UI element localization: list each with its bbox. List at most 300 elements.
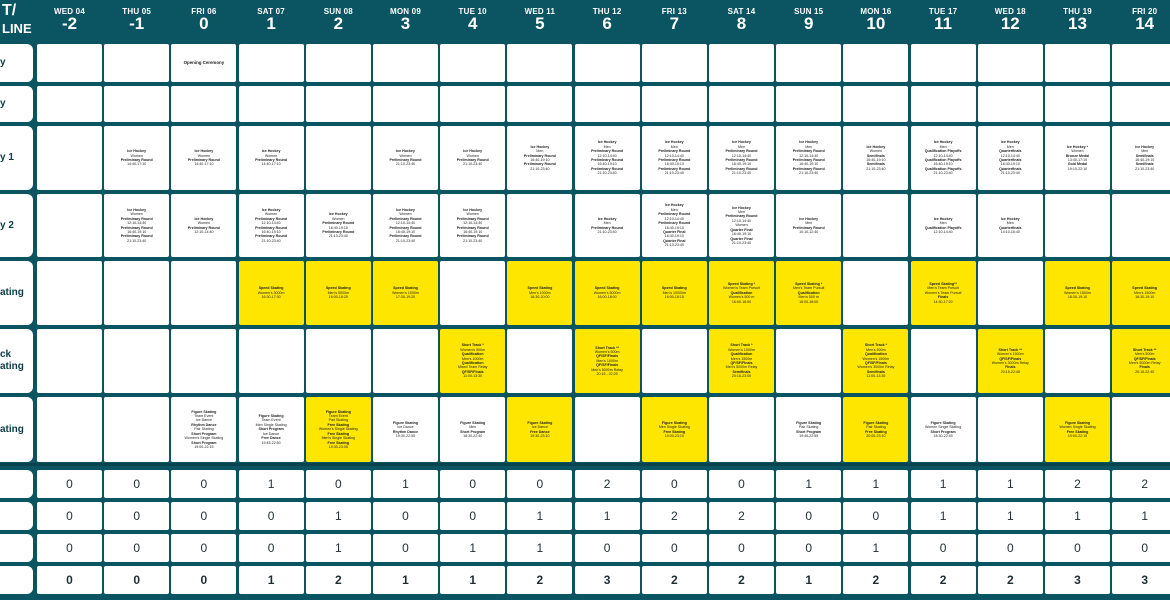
schedule-cell[interactable]: [373, 126, 438, 190]
event-text: Men: [536, 149, 544, 154]
medal-total: 2: [978, 566, 1043, 594]
schedule-cell[interactable]: [709, 329, 774, 393]
event-text: Preliminary Round: [725, 158, 758, 162]
event-text: Ice Hockey: [799, 216, 819, 221]
day-header[interactable]: [306, 0, 371, 42]
schedule-cell[interactable]: [507, 44, 572, 82]
schedule-cell[interactable]: [440, 126, 505, 190]
day-count: 8: [736, 14, 747, 33]
day-count: 0: [199, 14, 209, 33]
schedule-cell[interactable]: [37, 86, 102, 122]
event-text: 21:10-23:40: [664, 171, 684, 176]
schedule-cell[interactable]: [440, 44, 505, 82]
medal-count: 0: [373, 502, 438, 530]
schedule-cell[interactable]: [1045, 261, 1110, 325]
schedule-cell[interactable]: [239, 397, 304, 462]
event-text: Men's 5000m Relay: [591, 367, 623, 372]
event-text: 16:40-19:10: [395, 229, 416, 234]
schedule-cell[interactable]: [37, 329, 102, 393]
schedule-cell[interactable]: [776, 194, 841, 257]
event-text: Quarterfinals: [999, 166, 1022, 171]
event-text: Ice Hockey: [732, 205, 751, 210]
schedule-cell[interactable]: [104, 261, 169, 325]
schedule-cell[interactable]: [373, 44, 438, 82]
medal-count: 0: [776, 502, 841, 530]
day-header[interactable]: [776, 0, 841, 42]
schedule-cell[interactable]: [709, 44, 774, 82]
event-text: Short Program: [191, 431, 217, 436]
schedule-cell[interactable]: [978, 44, 1043, 82]
event-text: Preliminary Round: [187, 158, 220, 162]
event-text: Quarter Final: [663, 238, 686, 243]
event-text: Women: [1071, 149, 1084, 154]
event-text: Qualification: [797, 290, 820, 295]
medal-count: 2: [642, 502, 707, 530]
day-count: 4: [467, 14, 478, 33]
event-text: Ice Hockey: [732, 140, 751, 145]
event-text: Ice Hockey: [933, 140, 953, 145]
schedule-cell[interactable]: [575, 329, 640, 393]
schedule-cell[interactable]: [239, 329, 304, 393]
event-text: Women: [399, 212, 412, 217]
schedule-cell[interactable]: [978, 86, 1043, 122]
medal-count: 0: [373, 534, 438, 562]
event-text: Preliminary Round: [725, 149, 758, 154]
event-text: 16:40-19:10: [1000, 162, 1020, 167]
event-text: Pair Skating: [798, 425, 819, 430]
schedule-cell[interactable]: [978, 329, 1043, 393]
event-text: Free Skating: [327, 431, 350, 436]
event-text: 18:30-22:40: [463, 433, 483, 438]
medal-count: 1: [440, 534, 505, 562]
event-text: Ice Hockey: [664, 140, 684, 145]
schedule-cell[interactable]: [507, 86, 572, 122]
day-header[interactable]: [575, 0, 640, 42]
schedule-cell[interactable]: [642, 329, 707, 393]
medal-total: 1: [239, 566, 304, 594]
event-text: Women: [197, 153, 211, 158]
event-text: Qualification: [461, 352, 484, 357]
event-text: Men: [805, 144, 813, 149]
event-text: Short Track **: [1132, 347, 1157, 352]
event-text: Free Skating: [663, 429, 686, 434]
event-text: Preliminary Round: [120, 158, 153, 162]
day-header[interactable]: [373, 0, 438, 42]
medal-total: 1: [776, 566, 841, 594]
schedule-cell[interactable]: [911, 44, 976, 82]
schedule-cell[interactable]: [1112, 44, 1170, 82]
schedule-cell[interactable]: [373, 397, 438, 462]
schedule-cell[interactable]: [306, 86, 371, 122]
event-text: Figure Skating: [258, 414, 284, 419]
schedule-cell[interactable]: [171, 44, 236, 82]
event-text: 19:30-23:05: [328, 444, 348, 449]
schedule-cell[interactable]: [239, 261, 304, 325]
day-header[interactable]: [1045, 0, 1110, 42]
schedule-cell[interactable]: [776, 126, 841, 190]
event-text: Men's Team Pursuit: [927, 286, 959, 291]
event-text: 10:10-12:40: [799, 229, 819, 234]
medal-total: 2: [911, 566, 976, 594]
medal-count: 1: [978, 470, 1043, 498]
event-text: 20:15-22:45: [1000, 369, 1020, 374]
row-label-text: ating: [0, 423, 24, 435]
row-label: [0, 397, 33, 462]
schedule-cell[interactable]: [843, 86, 908, 122]
event-text: 20:15 - 22:25: [596, 372, 618, 377]
event-text: Preliminary Round: [725, 214, 758, 219]
event-text: Rhythm Dance: [191, 422, 217, 427]
schedule-cell[interactable]: [978, 261, 1043, 325]
schedule-cell[interactable]: [642, 44, 707, 82]
row-label: [0, 329, 33, 393]
event-text: Preliminary Round: [658, 149, 691, 154]
schedule-cell[interactable]: [507, 194, 572, 257]
day-header[interactable]: [507, 0, 572, 42]
schedule-cell[interactable]: [373, 261, 438, 325]
event-text: Qualification Playoffs: [924, 149, 962, 154]
event-text: Preliminary Round: [389, 225, 422, 230]
event-text: 12:10-14:40: [933, 229, 953, 234]
event-text: Preliminary Round: [255, 225, 288, 230]
medal-total: 0: [37, 566, 102, 594]
schedule-cell[interactable]: [911, 329, 976, 393]
schedule-cell[interactable]: [642, 261, 707, 325]
schedule-cell[interactable]: [709, 397, 774, 462]
day-name: MON 16: [860, 7, 892, 16]
schedule-cell[interactable]: [575, 194, 640, 257]
schedule-cell[interactable]: [306, 261, 371, 325]
event-text: 21:10-23:40: [463, 162, 483, 167]
day-name: TUE 17: [928, 7, 958, 16]
medal-count: 0: [104, 534, 169, 562]
row-label-header-line2: LINE: [2, 21, 32, 36]
day-header[interactable]: [978, 0, 1043, 42]
schedule-cell[interactable]: [306, 44, 371, 82]
event-text: Ice Hockey: [664, 203, 684, 208]
event-text: Ice Dance: [397, 425, 414, 430]
schedule-cell[interactable]: [1112, 397, 1170, 462]
event-text: Women's 1000m: [728, 347, 755, 352]
event-text: 21:10-23:40: [463, 238, 483, 243]
event-text: Women Single Skating: [1059, 425, 1096, 430]
event-text: Quarterfinals: [999, 158, 1022, 162]
event-text: Ice Hockey: [866, 144, 886, 149]
event-text: Women's 1500m: [996, 352, 1024, 357]
schedule-cell[interactable]: [37, 126, 102, 190]
row-label: [0, 126, 33, 190]
schedule-cell[interactable]: [575, 261, 640, 325]
event-text: Men's 1000m: [596, 358, 618, 363]
event-text: Speed Skating: [258, 286, 284, 291]
event-text: 16:40-19:10: [127, 229, 147, 234]
schedule-cell[interactable]: [37, 44, 102, 82]
event-text: 16:40-19:10: [664, 234, 684, 239]
event-text: Rhythm Dance: [392, 429, 419, 434]
medal-total: 2: [709, 566, 774, 594]
day-header[interactable]: [239, 0, 304, 42]
event-text: 21:10-23:40: [530, 166, 550, 171]
event-text: Speed Skating: [325, 286, 351, 291]
medal-total: 1: [440, 566, 505, 594]
schedule-cell[interactable]: [642, 86, 707, 122]
event-text: Short Program: [796, 429, 822, 434]
schedule-cell[interactable]: [709, 86, 774, 122]
schedule-cell[interactable]: [37, 261, 102, 325]
schedule-cell[interactable]: [1045, 397, 1110, 462]
day-header[interactable]: [37, 0, 102, 42]
medal-count: 2: [1045, 470, 1110, 498]
event-text: Ice Hockey: [396, 207, 415, 212]
event-text: Quarterfinals: [999, 225, 1022, 230]
event-text: Men's 5000m Relay: [725, 365, 758, 370]
row-label-text: ck: [0, 349, 12, 360]
medal-count: 1: [306, 502, 371, 530]
event-text: Preliminary Round: [322, 221, 355, 226]
schedule-cell[interactable]: [1045, 44, 1110, 82]
day-header[interactable]: [440, 0, 505, 42]
event-text: 21:10-23:40: [731, 240, 752, 245]
day-name: THU 05: [122, 7, 152, 16]
schedule-cell[interactable]: [507, 397, 572, 462]
day-header[interactable]: [104, 0, 169, 42]
schedule-cell[interactable]: [239, 44, 304, 82]
schedule-cell[interactable]: [507, 126, 572, 190]
schedule-cell[interactable]: [440, 194, 505, 257]
schedule-cell[interactable]: [575, 126, 640, 190]
schedule-cell[interactable]: [171, 86, 236, 122]
schedule-cell[interactable]: [911, 261, 976, 325]
event-text: Preliminary Round: [120, 225, 153, 230]
schedule-cell[interactable]: [440, 329, 505, 393]
day-header[interactable]: [709, 0, 774, 42]
event-text: 16:00-18:00: [799, 299, 819, 304]
day-count: 11: [934, 14, 953, 33]
event-text: 19:00-22:15: [194, 444, 214, 449]
schedule-cell[interactable]: [171, 329, 236, 393]
day-header[interactable]: [1112, 0, 1170, 42]
schedule-cell[interactable]: [843, 126, 908, 190]
schedule-cell[interactable]: [642, 194, 707, 257]
schedule-cell[interactable]: [642, 126, 707, 190]
event-text: Women's Single Skating: [318, 427, 358, 432]
schedule-cell[interactable]: [911, 126, 976, 190]
day-header[interactable]: [843, 0, 908, 42]
schedule-cell[interactable]: [1112, 194, 1170, 257]
schedule-cell[interactable]: [104, 329, 169, 393]
schedule-cell[interactable]: [239, 86, 304, 122]
event-text: Figure Skating: [191, 409, 217, 414]
event-text: Short Program: [191, 440, 217, 445]
schedule-cell[interactable]: [1112, 86, 1170, 122]
schedule-cell[interactable]: [171, 126, 236, 190]
schedule-cell[interactable]: [843, 44, 908, 82]
schedule-cell[interactable]: [575, 86, 640, 122]
medal-count: 1: [1112, 502, 1170, 530]
schedule-cell[interactable]: [306, 194, 371, 257]
event-text: Women: [130, 153, 143, 158]
row-label: [0, 44, 33, 82]
schedule-cell[interactable]: [171, 194, 236, 257]
schedule-cell[interactable]: [911, 86, 976, 122]
schedule-cell[interactable]: [373, 86, 438, 122]
medal-count: 0: [104, 470, 169, 498]
schedule-cell[interactable]: [440, 261, 505, 325]
schedule-cell[interactable]: [306, 397, 371, 462]
schedule-cell[interactable]: [1045, 329, 1110, 393]
event-text: 19:30-22:55: [395, 433, 416, 438]
schedule-cell[interactable]: [306, 126, 371, 190]
schedule-cell[interactable]: [575, 397, 640, 462]
medal-count: 0: [171, 470, 236, 498]
schedule-cell[interactable]: [104, 44, 169, 82]
schedule-cell[interactable]: [709, 194, 774, 257]
event-text: Short Program: [258, 427, 284, 432]
schedule-cell[interactable]: [1045, 194, 1110, 257]
schedule-cell[interactable]: [1112, 126, 1170, 190]
day-header[interactable]: [911, 0, 976, 42]
schedule-cell[interactable]: [37, 194, 102, 257]
schedule-cell[interactable]: [373, 194, 438, 257]
day-name: FRI 20: [1132, 7, 1158, 16]
event-text: Ice Hockey: [328, 212, 348, 217]
event-text: 16:40-19:10: [664, 162, 684, 167]
event-text: Pair Skating: [328, 418, 348, 423]
schedule-cell[interactable]: [978, 397, 1043, 462]
schedule-cell[interactable]: [440, 86, 505, 122]
schedule-cell[interactable]: [239, 194, 304, 257]
day-name: SAT 14: [727, 7, 756, 16]
schedule-cell[interactable]: [978, 126, 1043, 190]
schedule-cell[interactable]: [776, 86, 841, 122]
event-text: Ice Hockey: [127, 207, 147, 212]
event-text: Team Event: [194, 414, 214, 419]
event-text: 16:00-18:00: [597, 295, 617, 300]
medal-count: 1: [843, 470, 908, 498]
schedule-cell[interactable]: [1045, 126, 1110, 190]
row-label-text: ating: [0, 287, 24, 298]
day-count: 13: [1068, 14, 1087, 33]
schedule-cell[interactable]: [1045, 86, 1110, 122]
section-divider: [0, 463, 1170, 466]
schedule-cell[interactable]: [776, 44, 841, 82]
medal-count: 0: [709, 534, 774, 562]
event-text: 21:10-23:40: [127, 238, 147, 243]
schedule-cell[interactable]: [709, 261, 774, 325]
schedule-cell[interactable]: [575, 44, 640, 82]
schedule-cell[interactable]: [171, 261, 236, 325]
schedule-cell[interactable]: [507, 261, 572, 325]
schedule-cell[interactable]: [776, 397, 841, 462]
day-count: 9: [803, 14, 814, 33]
event-text: 14:40-17:10: [261, 162, 281, 167]
schedule-cell[interactable]: [104, 397, 169, 462]
schedule-cell[interactable]: [776, 261, 841, 325]
event-text: Preliminary Round: [591, 166, 624, 171]
schedule-cell[interactable]: [1112, 329, 1170, 393]
event-text: Figure Skating: [930, 420, 956, 425]
event-text: Ice Hockey: [194, 149, 214, 154]
row-label-text: y: [0, 57, 6, 68]
schedule-cell[interactable]: [843, 261, 908, 325]
schedule-cell[interactable]: [239, 126, 304, 190]
event-text: Quarter Final: [730, 227, 753, 232]
event-text: Men's 10000m: [662, 290, 687, 295]
schedule-cell[interactable]: [642, 397, 707, 462]
schedule-cell[interactable]: [440, 397, 505, 462]
schedule-cell[interactable]: [1112, 261, 1170, 325]
medal-count: 1: [507, 534, 572, 562]
event-text: Preliminary Round: [591, 149, 624, 154]
event-text: QF/SF/Finals: [461, 369, 484, 374]
schedule-cell[interactable]: [507, 329, 572, 393]
day-header[interactable]: [642, 0, 707, 42]
schedule-cell[interactable]: [776, 329, 841, 393]
schedule-cell[interactable]: [306, 329, 371, 393]
schedule-cell[interactable]: [911, 397, 976, 462]
day-header[interactable]: [171, 0, 236, 42]
day-name: FRI 06: [191, 7, 217, 16]
event-text: Men's 500m: [1134, 352, 1155, 357]
event-text: Figure Skating: [325, 409, 351, 414]
event-text: Men's 1000m: [529, 290, 551, 295]
schedule-cell[interactable]: [843, 329, 908, 393]
event-text: Preliminary Round: [120, 216, 153, 221]
event-text: Preliminary Round: [255, 216, 288, 221]
event-text: Short Program: [930, 429, 956, 434]
schedule-cell[interactable]: [37, 397, 102, 462]
event-text: Women: [735, 223, 748, 228]
event-text: 21:10-23:40: [866, 166, 886, 171]
medal-row-label: [0, 566, 33, 594]
event-text: Ice Hockey: [597, 140, 617, 145]
event-text: 20:15-23:00: [731, 374, 752, 379]
schedule-cell[interactable]: [843, 397, 908, 462]
event-text: Short Track *: [461, 343, 484, 348]
event-text: Bronze Medal: [1065, 153, 1090, 158]
schedule-cell[interactable]: [104, 86, 169, 122]
event-text: 13:40-17:10: [1067, 158, 1088, 162]
event-text: Qualification: [865, 352, 887, 357]
schedule-cell[interactable]: [978, 194, 1043, 257]
event-text: Preliminary Round: [187, 225, 220, 230]
schedule-cell[interactable]: [843, 194, 908, 257]
event-text: Men: [1141, 149, 1149, 154]
event-text: 16:40-19:10: [664, 225, 684, 230]
schedule-cell[interactable]: [104, 126, 169, 190]
event-text: Preliminary Round: [456, 225, 489, 230]
schedule-cell[interactable]: [171, 397, 236, 462]
event-text: 21:10-23:40: [1000, 171, 1020, 176]
event-text: Preliminary Round: [389, 216, 422, 221]
row-label-text: y: [0, 98, 6, 109]
day-count: 2: [333, 14, 344, 33]
medal-count: 0: [843, 502, 908, 530]
day-count: 1: [266, 14, 276, 33]
event-text: Ice Hockey: [1000, 216, 1020, 221]
schedule-cell[interactable]: [373, 329, 438, 393]
schedule-cell[interactable]: [911, 194, 976, 257]
medal-count: 0: [171, 534, 236, 562]
event-text: Short Track **: [595, 345, 619, 350]
schedule-cell[interactable]: [104, 194, 169, 257]
event-text: Qualification: [730, 290, 753, 295]
event-text: Free Skating: [327, 422, 350, 427]
event-text: Figure Skating: [393, 420, 418, 425]
event-text: Women's 1500m: [862, 356, 890, 361]
event-text: Women: [466, 153, 479, 158]
schedule-cell[interactable]: [709, 126, 774, 190]
